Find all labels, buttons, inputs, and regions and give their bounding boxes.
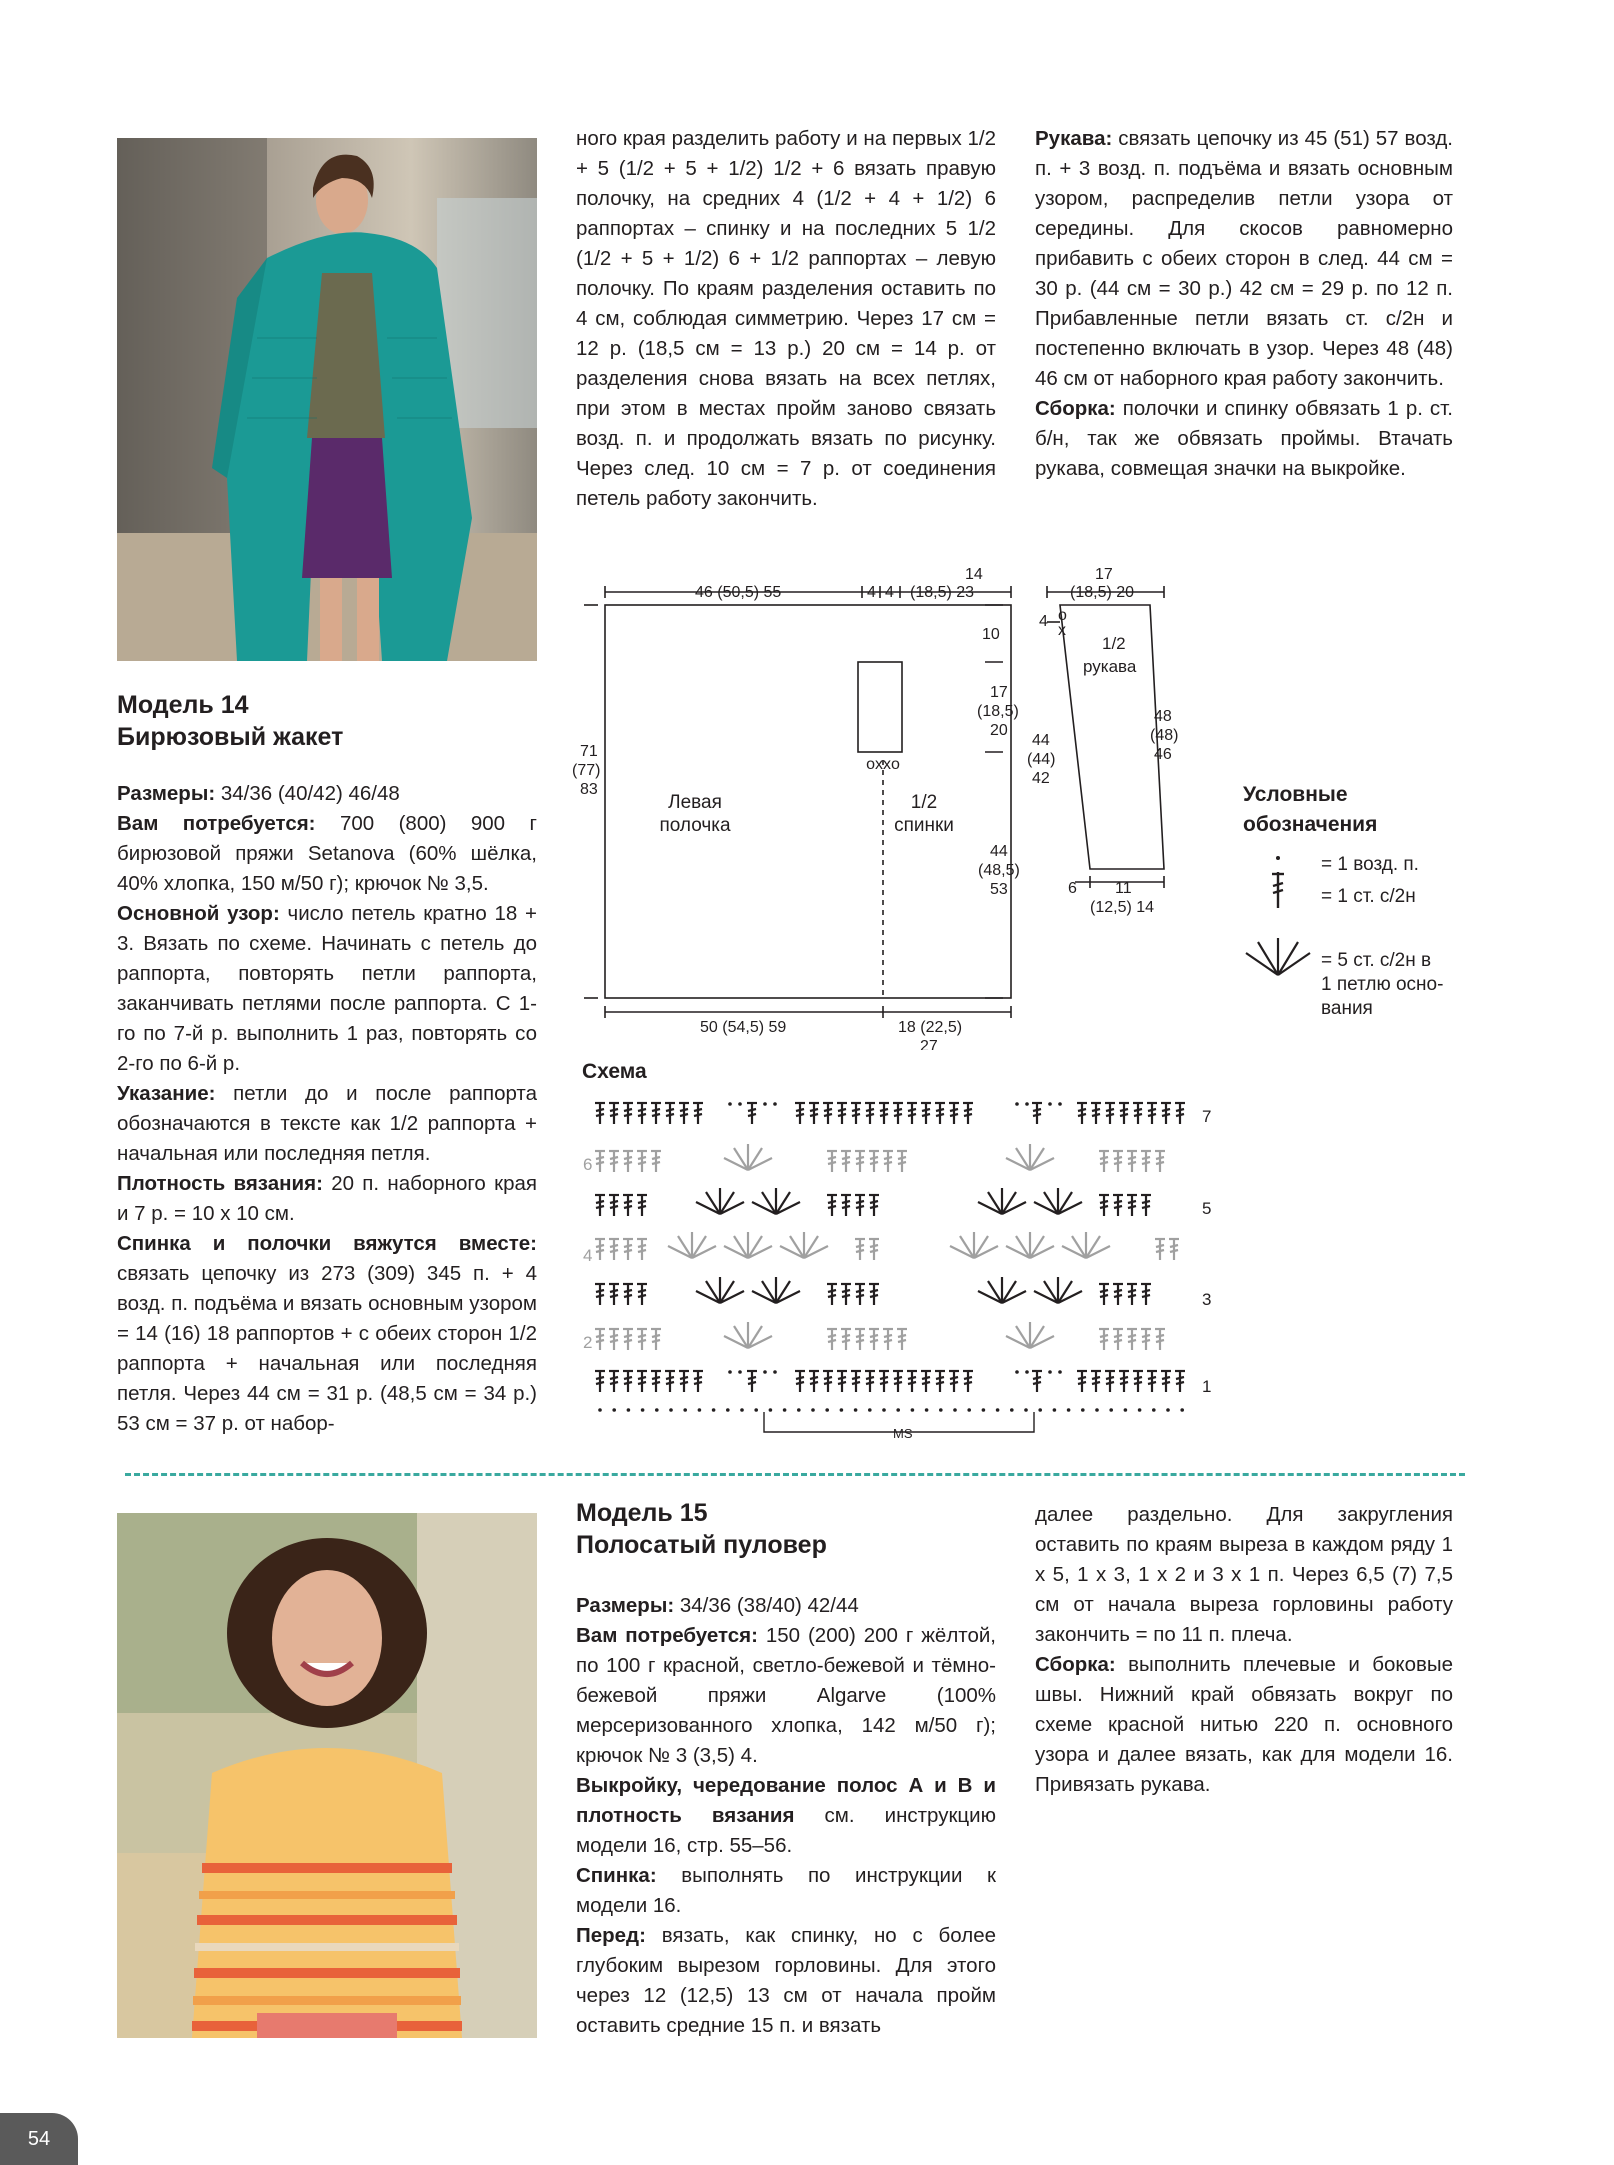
dim-top-left: 46 (50,5) 55: [695, 584, 782, 601]
double-crochet-symbol: [935, 1370, 945, 1392]
double-crochet-symbol: [827, 1283, 837, 1305]
chain-symbol: [1138, 1408, 1142, 1412]
chain-symbol: [738, 1370, 742, 1374]
chain-symbol: [1015, 1102, 1019, 1106]
legend-item-dc: = 1 ст. с/2н: [1321, 886, 1416, 907]
double-crochet-symbol: [747, 1370, 757, 1392]
row-label-5: 5: [1202, 1199, 1212, 1218]
double-crochet-symbol: [841, 1328, 851, 1350]
double-crochet-symbol: [637, 1150, 647, 1172]
chain-symbol: [953, 1408, 957, 1412]
main-pattern-paragraph: Основной узор: число петель кратно 18 + 3. Вязать по схеме. Начинать с петель до раппорта, повторять петли раппорта, заканчивать петлями после раппорта. С 1-го по 7-й р. выполнить 1 раз, повторять со 2-го по 6-й р.: [117, 902, 537, 1075]
double-crochet-symbol: [609, 1370, 619, 1392]
shell-symbol: [696, 1188, 744, 1214]
dim-top-mid2: 4: [885, 584, 894, 601]
chain-symbol: [1024, 1408, 1028, 1412]
double-crochet-symbol: [1077, 1102, 1087, 1124]
double-crochet-symbol: [595, 1150, 605, 1172]
double-crochet-symbol: [949, 1102, 959, 1124]
double-crochet-symbol: [623, 1328, 633, 1350]
double-crochet-symbol: [595, 1328, 605, 1350]
chain-symbol: [641, 1408, 645, 1412]
double-crochet-symbol: [595, 1370, 605, 1392]
shell-symbol: [780, 1232, 828, 1258]
sleeve-mark-o: o: [1058, 607, 1067, 624]
double-crochet-symbol: [1155, 1238, 1165, 1260]
double-crochet-symbol: [879, 1102, 889, 1124]
double-crochet-symbol: [609, 1150, 619, 1172]
double-crochet-symbol: [1127, 1328, 1137, 1350]
double-crochet-symbol: [855, 1283, 865, 1305]
double-crochet-symbol: [855, 1328, 865, 1350]
chain-symbol: [1015, 1370, 1019, 1374]
chain-symbol: [840, 1408, 844, 1412]
double-crochet-symbol: [855, 1238, 865, 1260]
chain-symbol: [763, 1370, 767, 1374]
double-crochet-symbol: [609, 1194, 619, 1216]
chain-symbol: [1095, 1408, 1099, 1412]
double-crochet-symbol: [637, 1370, 647, 1392]
double-crochet-symbol: [869, 1283, 879, 1305]
panel-right-label-1: 1/2: [910, 792, 938, 813]
chain-symbol: [738, 1102, 742, 1106]
double-crochet-symbol: [851, 1370, 861, 1392]
chain-symbol: [982, 1408, 986, 1412]
shell-symbol: [752, 1277, 800, 1303]
m15-back-paragraph: Спинка: выполнять по инструкции к модели 16.: [576, 1864, 996, 1917]
chain-symbol: [811, 1408, 815, 1412]
double-crochet-symbol: [665, 1102, 675, 1124]
back-fronts-paragraph: Спинка и полочки вяжутся вместе: связать цепочку из 273 (309) 345 п. + 4 возд. п. подъёма и вязать основным узором = 14 (16) 18 раппортов + с обеих сторон 1/2 раппорта + начальная или последняя петля. Через 44 см = 31 р. (48,5 см = 34 р.) 53 см = 37 р. от набор-: [117, 1232, 537, 1435]
double-crochet-symbol: [1155, 1150, 1165, 1172]
chain-symbol: [612, 1408, 616, 1412]
panel-left-label-1: Левая: [668, 792, 722, 813]
chain-symbol: [655, 1408, 659, 1412]
double-crochet-symbol: [1175, 1102, 1185, 1124]
shell-symbol: [724, 1232, 772, 1258]
double-crochet-symbol: [1099, 1194, 1109, 1216]
dim-right-17a: 17: [990, 684, 1008, 701]
chain-symbol: [925, 1408, 929, 1412]
chain-symbol: [868, 1408, 872, 1412]
double-crochet-symbol: [949, 1370, 959, 1392]
chain-symbol: [1081, 1408, 1085, 1412]
double-crochet-symbol: [609, 1283, 619, 1305]
double-crochet-symbol: [693, 1370, 703, 1392]
sleeve-dim-6: 6: [1068, 880, 1077, 897]
dim-right-10: 10: [982, 626, 1000, 643]
double-crochet-symbol: [623, 1370, 633, 1392]
double-crochet-symbol: [609, 1238, 619, 1260]
double-crochet-symbol: [921, 1102, 931, 1124]
double-crochet-symbol: [651, 1102, 661, 1124]
dim-right-44c: 53: [990, 881, 1008, 898]
double-crochet-symbol: [855, 1150, 865, 1172]
double-crochet-symbol: [893, 1102, 903, 1124]
double-crochet-symbol: [1175, 1370, 1185, 1392]
double-crochet-symbol: [1119, 1370, 1129, 1392]
chain-symbol: [773, 1102, 777, 1106]
chain-symbol: [773, 1370, 777, 1374]
dim-bottom-right-b: 27: [920, 1038, 938, 1050]
double-crochet-symbol: [827, 1150, 837, 1172]
note-paragraph: Указание: петли до и после раппорта обозначаются в тексте как 1/2 раппорта + начальная или последняя петля.: [117, 1082, 537, 1165]
armhole-marks: oxxo: [866, 756, 900, 773]
double-crochet-symbol: [823, 1370, 833, 1392]
double-crochet-symbol: [855, 1194, 865, 1216]
m15-sizes-paragraph: Размеры: 34/36 (38/40) 42/44: [576, 1594, 859, 1617]
chain-stitch-icon: [1276, 856, 1280, 860]
m15-neckline-paragraph: далее раздельно. Для закругления оставить по краям выреза в каждом ряду 1 х 5, 1 х 3, 1 х 2 и 3 х 1 п. Через 6,5 (7) 7,5 см от начала выреза горловины работу закончить = по 11 п. плеча.: [1035, 1503, 1453, 1646]
double-crochet-symbol: [637, 1194, 647, 1216]
double-crochet-symbol: [1141, 1283, 1151, 1305]
sleeve-dim-top-b: (18,5) 20: [1070, 584, 1135, 601]
double-crochet-symbol: [1105, 1370, 1115, 1392]
chain-symbol: [1124, 1408, 1128, 1412]
chart-title: Схема: [582, 1060, 647, 1083]
double-crochet-symbol: [595, 1102, 605, 1124]
double-crochet-symbol: [963, 1102, 973, 1124]
shell-symbol: [724, 1144, 772, 1170]
sleeve-label-1: 1/2: [1102, 634, 1126, 653]
model14-title: [117, 689, 537, 753]
double-crochet-symbol: [637, 1238, 647, 1260]
double-crochet-symbol: [637, 1283, 647, 1305]
model14-column-1: [117, 779, 537, 1439]
double-crochet-symbol: [897, 1150, 907, 1172]
sleeve-dim-4: 4: [1039, 613, 1048, 630]
sleeve-dim-left-c: 42: [1032, 770, 1050, 787]
double-crochet-symbol: [609, 1102, 619, 1124]
double-crochet-symbol: [1155, 1328, 1165, 1350]
dim-top-right-a: 14: [965, 566, 983, 583]
chain-symbol: [726, 1408, 730, 1412]
double-crochet-symbol: [1161, 1370, 1171, 1392]
armhole-slot: [858, 662, 902, 752]
double-crochet-symbol: [907, 1102, 917, 1124]
chain-symbol: [1025, 1102, 1029, 1106]
chain-symbol: [1152, 1408, 1156, 1412]
double-crochet-symbol: [907, 1370, 917, 1392]
chain-symbol: [698, 1408, 702, 1412]
chain-symbol: [728, 1370, 732, 1374]
double-crochet-symbol: [595, 1283, 605, 1305]
row-label-1: 1: [1202, 1377, 1212, 1396]
chain-symbol: [882, 1408, 886, 1412]
model14-title-name: Бирюзовый жакет: [117, 723, 344, 751]
shell-symbol: [1034, 1188, 1082, 1214]
legend-title-1: Условные: [1243, 783, 1348, 806]
section-divider: [125, 1473, 1465, 1476]
legend-item-shell-1: = 5 ст. с/2н в: [1321, 950, 1432, 971]
sleeve-label-2: рукава: [1083, 657, 1137, 676]
double-crochet-symbol: [651, 1150, 661, 1172]
double-crochet-symbol: [865, 1370, 875, 1392]
model15-column-3: [1035, 1500, 1453, 1800]
double-crochet-symbol: [623, 1283, 633, 1305]
double-crochet-symbol: [1091, 1102, 1101, 1124]
chain-symbol: [1048, 1102, 1052, 1106]
model14-photo: [117, 138, 537, 661]
row-label-6: 6: [583, 1155, 593, 1174]
chain-symbol: [911, 1408, 915, 1412]
sleeve-dim-left-a: 44: [1032, 732, 1050, 749]
chain-symbol: [728, 1102, 732, 1106]
double-crochet-symbol: [1147, 1370, 1157, 1392]
double-crochet-symbol: [747, 1102, 757, 1124]
double-crochet-symbol: [1105, 1102, 1115, 1124]
double-crochet-symbol: [1113, 1283, 1123, 1305]
assembly-paragraph: Сборка: полочки и спинку обвязать 1 р. ст. б/н, так же обвязать проймы. Втачать рукава, совмещая значки на выкройке.: [1035, 397, 1453, 480]
double-crochet-symbol: [693, 1102, 703, 1124]
shell-symbol: [752, 1188, 800, 1214]
double-crochet-symbol: [651, 1370, 661, 1392]
double-crochet-symbol: [665, 1370, 675, 1392]
row-label-7: 7: [1202, 1107, 1212, 1126]
chain-symbol: [1048, 1370, 1052, 1374]
double-crochet-symbol: [869, 1150, 879, 1172]
sleeve-dim-right-b: (48): [1150, 727, 1179, 744]
model15-title-number: Модель 15: [576, 1499, 708, 1527]
double-crochet-symbol: [1141, 1194, 1151, 1216]
double-crochet-symbol: [1141, 1328, 1151, 1350]
double-crochet-symbol: [897, 1328, 907, 1350]
double-crochet-symbol: [869, 1194, 879, 1216]
double-crochet-symbol: [1113, 1328, 1123, 1350]
chain-symbol: [1058, 1102, 1062, 1106]
panel-left-label-2: полочка: [659, 815, 731, 836]
double-crochet-symbol: [795, 1102, 805, 1124]
double-crochet-symbol: [1099, 1328, 1109, 1350]
sleeve-dim-left-b: (44): [1027, 751, 1056, 768]
double-crochet-symbol: [637, 1102, 647, 1124]
chain-symbol: [683, 1408, 687, 1412]
m15-pattern-paragraph: Выкройку, чередование полос А и В и плотность вязания см. инструкцию модели 16, стр. 55–56.: [576, 1774, 996, 1857]
double-crochet-symbol: [883, 1328, 893, 1350]
double-crochet-symbol: [595, 1238, 605, 1260]
shell-symbol: [978, 1188, 1026, 1214]
shell-symbol: [696, 1277, 744, 1303]
double-crochet-symbol: [637, 1328, 647, 1350]
double-crochet-symbol: [1127, 1194, 1137, 1216]
double-crochet-symbol: [623, 1102, 633, 1124]
chain-symbol: [825, 1408, 829, 1412]
double-crochet-symbol: [1133, 1102, 1143, 1124]
chain-symbol: [1025, 1370, 1029, 1374]
gauge-paragraph: Плотность вязания: 20 п. наборного края и 7 р. = 10 х 10 см.: [117, 1172, 537, 1225]
chain-symbol: [740, 1408, 744, 1412]
double-crochet-symbol: [1127, 1150, 1137, 1172]
chain-symbol: [783, 1408, 787, 1412]
dim-right-44a: 44: [990, 843, 1008, 860]
double-crochet-symbol: [837, 1370, 847, 1392]
body-outline: [605, 605, 1011, 998]
sleeve-dim-right-c: 46: [1154, 746, 1172, 763]
dim-right-17c: 20: [990, 722, 1008, 739]
sleeve-mark-x: x: [1058, 622, 1066, 639]
sizes-paragraph: Размеры: 34/36 (40/42) 46/48: [117, 782, 400, 805]
m15-materials-paragraph: Вам потребуется: 150 (200) 200 г жёлтой, по 100 г красной, светло-бежевой и тёмно-бежевой пряжи Algarve (100% мерсеризованного хлопка, 142 м/50 г); крючок № 3 (3,5) 4.: [576, 1624, 996, 1767]
chain-symbol: [1166, 1408, 1170, 1412]
model14-column-2: [576, 124, 996, 514]
dim-bottom-left: 50 (54,5) 59: [700, 1019, 787, 1036]
double-crochet-symbol: [623, 1150, 633, 1172]
chain-symbol: [1058, 1370, 1062, 1374]
sleeve-dim-bottom-b: (12,5) 14: [1090, 899, 1155, 916]
double-crochet-symbol: [869, 1238, 879, 1260]
double-crochet-symbol: [841, 1194, 851, 1216]
double-crochet-symbol: [851, 1102, 861, 1124]
double-crochet-symbol: [809, 1102, 819, 1124]
model15-photo: [117, 1513, 537, 2038]
double-crochet-symbol: [679, 1102, 689, 1124]
double-crochet-symbol: [1099, 1150, 1109, 1172]
double-crochet-symbol: [869, 1328, 879, 1350]
shell-symbol: [1006, 1232, 1054, 1258]
double-crochet-symbol: [623, 1238, 633, 1260]
double-crochet-symbol: [879, 1370, 889, 1392]
double-crochet-symbol: [1091, 1370, 1101, 1392]
double-crochet-symbol: [865, 1102, 875, 1124]
row-label-4: 4: [583, 1246, 593, 1265]
dim-bottom-right-a: 18 (22,5): [898, 1019, 963, 1036]
sleeve-dim-bottom-a: 11: [1115, 880, 1132, 897]
m15-assembly-paragraph: Сборка: выполнить плечевые и боковые швы. Нижний край обвязать вокруг по схеме красной нитью 220 п. основного узора и далее вязать, как для модели 16. Привязать рукава.: [1035, 1653, 1453, 1796]
double-crochet-symbol: [679, 1370, 689, 1392]
materials-paragraph: Вам потребуется: 700 (800) 900 г бирюзовой пряжи Setanova (60% шёлка, 40% хлопка, 150 м/50 г); крючок № 3,5.: [117, 812, 538, 895]
double-crochet-symbol: [651, 1328, 661, 1350]
double-crochet-symbol: [921, 1370, 931, 1392]
legend-item-shell-3: вания: [1321, 998, 1373, 1019]
chain-symbol: [1053, 1408, 1057, 1412]
chain-symbol: [1010, 1408, 1014, 1412]
chain-symbol: [712, 1408, 716, 1412]
model15-title-name: Полосатый пуловер: [576, 1531, 827, 1559]
double-crochet-symbol: [827, 1328, 837, 1350]
dim-right-17b: (18,5): [977, 703, 1019, 720]
sleeve-dim-right-a: 48: [1154, 708, 1172, 725]
crochet-chart: [570, 1090, 1230, 1445]
shell-stitch-icon: [1246, 938, 1310, 975]
dim-left-71c: 83: [580, 781, 598, 798]
double-crochet-symbol: [1127, 1283, 1137, 1305]
row-label-3: 3: [1202, 1290, 1212, 1309]
shell-symbol: [724, 1322, 772, 1348]
double-crochet-symbol: [963, 1370, 973, 1392]
double-crochet-symbol: [841, 1150, 851, 1172]
double-crochet-symbol: [609, 1328, 619, 1350]
double-crochet-symbol: [1113, 1150, 1123, 1172]
page-number: 54: [0, 2113, 78, 2165]
dim-top-right-b: (18,5) 23: [910, 584, 975, 601]
chain-symbol: [854, 1408, 858, 1412]
chain-symbol: [1067, 1408, 1071, 1412]
m15-front-paragraph: Перед: вязать, как спинку, но с более глубоким вырезом горловины. Для этого через 12 (12,5) 13 см от начала пройм оставить средние 15 п. и вязать: [576, 1924, 996, 2037]
dim-top-mid: 4: [867, 584, 876, 601]
row-label-2: 2: [583, 1333, 593, 1352]
sleeves-paragraph: Рукава: связать цепочку из 45 (51) 57 возд. п. + 3 возд. п. подъёма и вязать основным узором, распределив петли узора от середины. Для скосов равномерно прибавить с обеих сторон в след. 44 см = 30 р. (44 см = 30 р.) 42 см = 29 р. по 12 п. Прибавленные петли вязать ст. с/2н и постепенно включать в узор. Через 48 (48) 46 см от наборного края работу закончить.: [1035, 127, 1453, 390]
chain-symbol: [967, 1408, 971, 1412]
chain-symbol: [627, 1408, 631, 1412]
chain-symbol: [769, 1408, 773, 1412]
double-crochet-symbol: [595, 1194, 605, 1216]
model14-title-number: Модель 14: [117, 691, 249, 719]
chain-symbol: [669, 1408, 673, 1412]
double-crochet-symbol: [1113, 1194, 1123, 1216]
double-crochet-icon: [1272, 872, 1284, 908]
double-crochet-symbol: [935, 1102, 945, 1124]
double-crochet-symbol: [809, 1370, 819, 1392]
continuation-paragraph: ного края разделить работу и на первых 1/2 + 5 (1/2 + 5 + 1/2) 1/2 + 6 вязать правую полочку, на средних 4 (1/2 + 4 + 1/2) 6 раппортах – спинку и на последних 5 1/2 (1/2 + 5 + 1/2) 6 + 1/2 раппортах – левую полочку. По краям разделения оставить по 4 см, соблюдая симметрию. Через 17 см = 12 р. (18,5 см = 13 р.) 20 см = 14 р. от разделения снова вязать на всех петлях, при этом в местах пройм заново связать возд. п. и продолжать вязать по рисунку. Через след. 10 см = 7 р. от соединения петель работу закончить.: [576, 127, 996, 510]
double-crochet-symbol: [827, 1194, 837, 1216]
double-crochet-symbol: [1032, 1370, 1042, 1392]
shell-symbol: [978, 1277, 1026, 1303]
legend-item-chain: = 1 возд. п.: [1321, 854, 1419, 875]
legend-symbols: [1243, 850, 1313, 990]
shell-symbol: [1034, 1277, 1082, 1303]
shell-symbol: [1006, 1144, 1054, 1170]
chain-symbol: [598, 1408, 602, 1412]
double-crochet-symbol: [795, 1370, 805, 1392]
chain-symbol: [1109, 1408, 1113, 1412]
dim-right-44b: (48,5): [978, 862, 1020, 879]
model15-column-2: [576, 1591, 996, 2041]
chain-symbol: [896, 1408, 900, 1412]
chain-symbol: [1038, 1408, 1042, 1412]
chain-symbol: [996, 1408, 1000, 1412]
double-crochet-symbol: [1133, 1370, 1143, 1392]
double-crochet-symbol: [823, 1102, 833, 1124]
double-crochet-symbol: [841, 1283, 851, 1305]
double-crochet-symbol: [623, 1194, 633, 1216]
panel-right-label-2: спинки: [894, 815, 954, 836]
double-crochet-symbol: [1119, 1102, 1129, 1124]
double-crochet-symbol: [837, 1102, 847, 1124]
double-crochet-symbol: [1147, 1102, 1157, 1124]
pattern-schematic: [570, 560, 1190, 1050]
legend-item-shell-2: 1 петлю осно-: [1321, 974, 1444, 995]
chain-symbol: [763, 1102, 767, 1106]
dim-left-71a: 71: [580, 743, 598, 760]
chain-symbol: [754, 1408, 758, 1412]
chain-symbol: [1180, 1408, 1184, 1412]
double-crochet-symbol: [1077, 1370, 1087, 1392]
sleeve-dim-top-a: 17: [1095, 566, 1113, 583]
chart-ms-label: MS: [893, 1426, 913, 1441]
shell-symbol: [1006, 1322, 1054, 1348]
model15-title: [576, 1497, 996, 1561]
chain-symbol: [939, 1408, 943, 1412]
double-crochet-symbol: [893, 1370, 903, 1392]
shell-symbol: [1062, 1232, 1110, 1258]
double-crochet-symbol: [1032, 1102, 1042, 1124]
legend: [1243, 780, 1473, 1019]
double-crochet-symbol: [883, 1150, 893, 1172]
double-crochet-symbol: [1141, 1150, 1151, 1172]
dim-left-71b: (77): [572, 762, 601, 779]
shell-symbol: [950, 1232, 998, 1258]
chain-symbol: [797, 1408, 801, 1412]
model14-column-3: [1035, 124, 1453, 484]
shell-symbol: [668, 1232, 716, 1258]
legend-title-2: обозначения: [1243, 813, 1378, 836]
double-crochet-symbol: [1099, 1283, 1109, 1305]
double-crochet-symbol: [1169, 1238, 1179, 1260]
double-crochet-symbol: [1161, 1102, 1171, 1124]
